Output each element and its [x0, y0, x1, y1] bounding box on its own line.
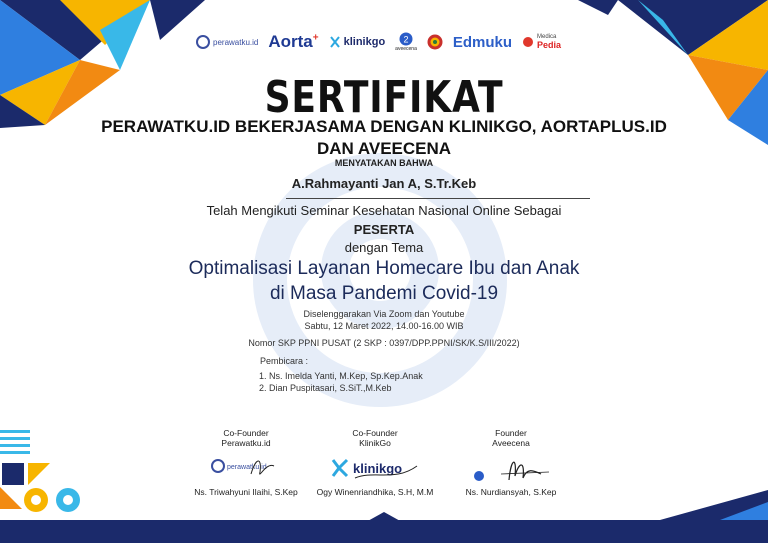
klinikgo-icon — [329, 35, 341, 49]
bottom-bar — [0, 520, 768, 543]
states-text: MENYATAKAN BAHWA — [334, 158, 434, 168]
medicapedia-icon — [522, 35, 534, 49]
speakers-label: Pembicara : — [260, 356, 309, 366]
organizers-line1: PERAWATKU.ID BEKERJASAMA DENGAN KLINIKGO, AORTAPLUS.ID — [101, 117, 667, 136]
signatory-name: Ns. Triwahyuni Ilaihi, S.Kep — [194, 487, 298, 497]
bottom-left-decoration — [0, 425, 90, 525]
aveecena-logo: 2 aveecena — [395, 32, 417, 52]
participant-role: PESERTA — [353, 222, 415, 237]
theme-line1: Optimalisasi Layanan Homecare Ibu dan Anak — [188, 258, 580, 279]
signature-perawatku — [196, 452, 296, 484]
recipient-name: A.Rahmayanti Jan A, S.Tr.Keb — [291, 176, 477, 191]
klinikgo-logo: klinikgo — [329, 35, 386, 49]
name-underline — [286, 198, 590, 199]
event-datetime: Sabtu, 12 Maret 2022, 14.00-16.00 WIB — [304, 321, 464, 331]
svg-text:2: 2 — [403, 34, 409, 45]
seal-icon — [427, 34, 443, 50]
klinikgo-logo-text: klinikgo — [353, 461, 403, 476]
aorta-logo: Aorta+ — [268, 32, 319, 51]
theme-line2: di Masa Pandemi Covid-19 — [269, 283, 499, 304]
aveecena-icon — [399, 32, 413, 46]
organizers-line2: DAN AVEECENA — [316, 139, 452, 158]
perawatku-logo: perawatku.id — [196, 35, 258, 49]
partner-logos — [196, 28, 561, 56]
speaker-item: 2. Dian Puspitasari, S.SiT.,M.Keb — [259, 383, 392, 393]
attended-text: Telah Mengikuti Seminar Kesehatan Nasional Online Sebagai — [206, 203, 562, 218]
signature-klinikgo — [325, 452, 425, 484]
signature-block-klinikgo: Co-Founder KlinikGo klinikgo Ogy Winenriandhika, S.H, M.M — [295, 428, 455, 448]
bottom-right-decoration — [620, 490, 768, 520]
certificate-title: SERTIFIKAT — [264, 72, 504, 123]
bottom-center-triangle — [366, 512, 402, 522]
signature-block-perawatku: Co-Founder Perawatku.id perawatku.id Ns. Triwahyuni Ilaihi, S.Kep — [166, 428, 326, 448]
signatory-name: Ns. Nurdiansyah, S.Kep — [465, 487, 557, 497]
medicapedia-logo: Medica Pedia — [522, 34, 561, 50]
theme-label: dengan Tema — [344, 240, 424, 255]
signature-block-aveecena: Founder Aveecena Ns. Nurdiansyah, S.Kep — [431, 428, 591, 448]
perawatku-logo-text: perawatku.id — [227, 464, 267, 471]
organized-via: Diselenggarakan Via Zoom dan Youtube — [303, 309, 465, 319]
edmuku-logo: Edmuku — [452, 33, 513, 51]
speaker-item: 1. Ns. Imelda Yanti, M.Kep, Sp.Kep.Anak — [259, 371, 423, 381]
signature-aveecena — [461, 452, 561, 484]
skp-number: Nomor SKP PPNI PUSAT (2 SKP : 0397/DPP.PPNI/SK/K.S/III/2022) — [248, 338, 520, 348]
signatory-name: Ogy Winenriandhika, S.H, M.M — [316, 487, 434, 497]
heart-icon — [196, 35, 210, 49]
organizers — [0, 116, 768, 160]
speakers-list — [259, 370, 423, 394]
